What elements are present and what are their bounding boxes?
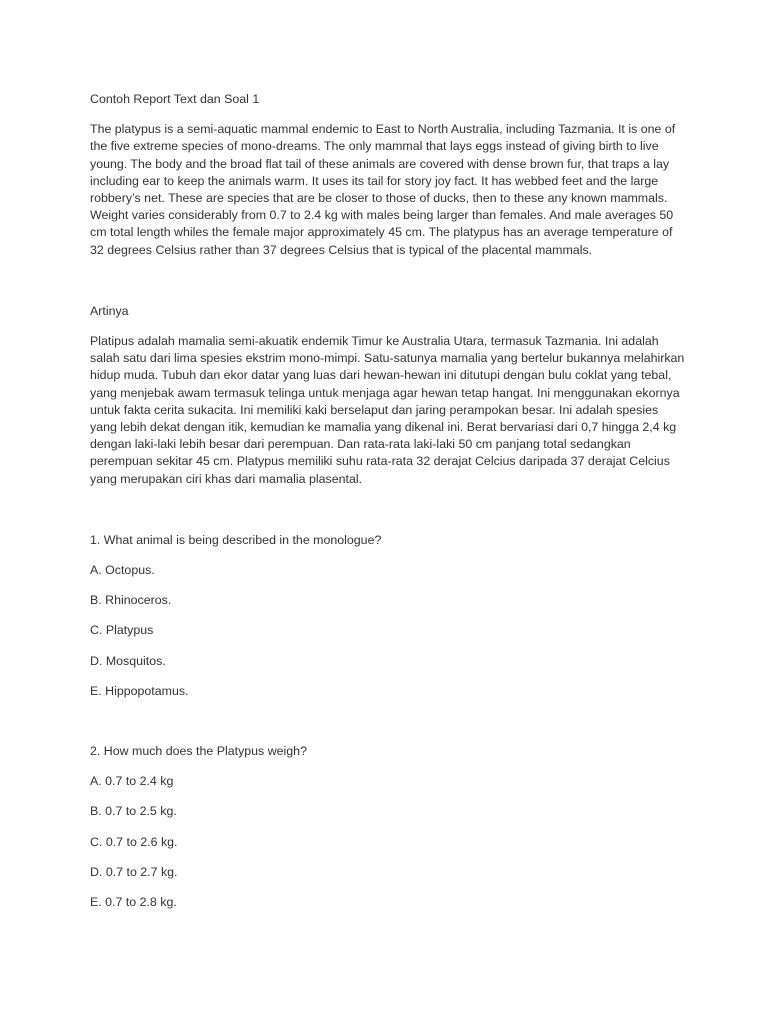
spacer (90, 713, 688, 743)
question-1-options (90, 562, 688, 700)
question-1-option-c: C. Platypus (90, 623, 154, 638)
question-1-option-e: E. Hippopotamus. (90, 683, 189, 698)
question-2-options (90, 773, 688, 911)
question-2-option-c: C. 0.7 to 2.6 kg. (90, 834, 178, 849)
question-1-option-a: A. Octopus. (90, 563, 155, 578)
question-1 (90, 532, 688, 700)
question-2-option-d: D. 0.7 to 2.7 kg. (90, 864, 178, 879)
question-2-option-a: A. 0.7 to 2.4 kg (90, 774, 174, 789)
question-2-option-e: E. 0.7 to 2.8 kg. (90, 895, 177, 910)
translation-label: Artinya (90, 303, 129, 318)
question-1-option-b: B. Rhinoceros. (90, 593, 172, 608)
question-2-option-b: B. 0.7 to 2.5 kg. (90, 804, 177, 819)
report-text-paragraph: The platypus is a semi-aquatic mammal endemic to East to North Australia, including Tazmania. It is one of the five extreme species of mono-dreams. The only mammal that lays eggs instead of giving birth to live young. The body and the broad flat tail of these animals are covered with dense brown fur, that traps a lay including ear to keep the animals warm. It uses its tail for story joy fact. It has webbed feet and the large robbery’s net. These are species that are be closer to those of ducks, then to these any known mammals. Weight varies considerably from 0.7 to 2.4 kg with males being larger than females. And male averages 50 cm total length whiles the female major approximately 45 cm. The platypus has an average temperature of 32 degrees Celsius rather than 37 degrees Celsius that is typical of the placental mammals. (90, 122, 676, 257)
translation-paragraph: Platipus adalah mamalia semi-akuatik endemik Timur ke Australia Utara, termasuk Tazmania. Ini adalah salah satu dari lima spesies ekstrim mono-mimpi. Satu-satunya mamalia yang bertelur bukannya melahirkan hidup muda. Tubuh dan ekor datar yang luas dari hewan-hewan ini ditutupi dengan bulu coklat yang tebal, yang menjebak awam termasuk telinga untuk menjaga agar hewan tetap hangat. Ini menggunakan ekornya untuk fakta cerita sukacita. Ini memiliki kaki berselaput dan jaring perampokan besar. Ini adalah spesies yang lebih dekat dengan itik, kemudian ke mamalia yang dikenal ini. Berat bervariasi dari 0,7 hingga 2,4 kg dengan laki-laki lebih besar dari perempuan. Dan rata-rata laki-laki 50 cm panjang total sedangkan perempuan sekitar 45 cm. Platypus memiliki suhu rata-rata 32 derajat Celcius daripada 37 derajat Celcius yang merupakan ciri khas dari mamalia plasental. (90, 334, 685, 486)
spacer (90, 272, 688, 303)
question-1-text: 1. What animal is being described in the monologue? (90, 532, 382, 547)
spacer (90, 501, 688, 532)
document-title: Contoh Report Text dan Soal 1 (90, 92, 260, 106)
question-2 (90, 743, 688, 911)
question-2-text: 2. How much does the Platypus weigh? (90, 744, 307, 759)
question-1-option-d: D. Mosquitos. (90, 653, 166, 668)
